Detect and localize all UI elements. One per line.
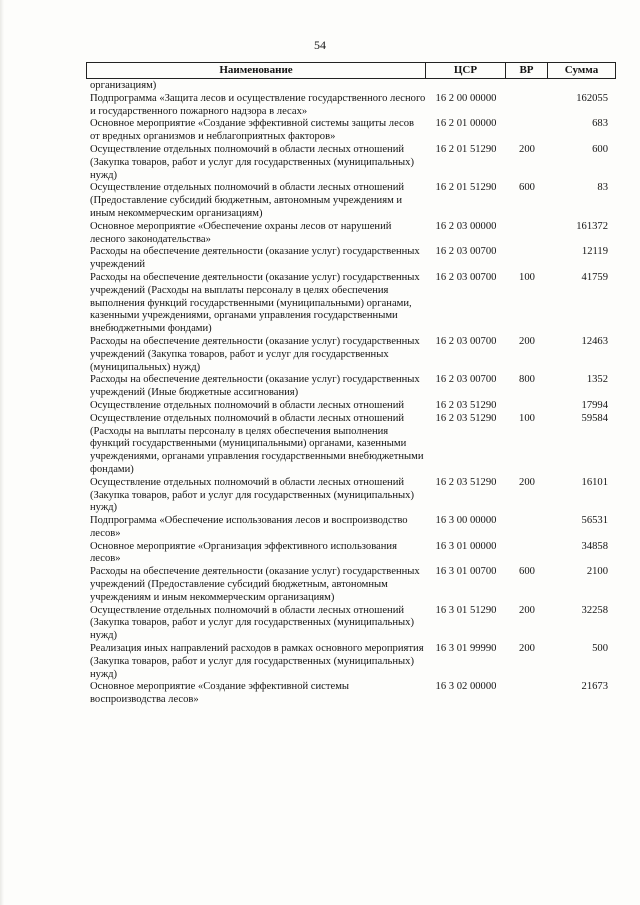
row-csr-cell: 16 2 03 00700 <box>435 335 497 347</box>
row-csr-cell: 16 3 00 00000 <box>435 515 497 527</box>
row-name-cell: Расходы на обеспечение деятельности (оказание услуг) государственных учреждений (Предоставление субсидий бюджетным, автономным учреждениям и иным некоммерческим организациям) <box>90 566 420 603</box>
row-csr-cell <box>426 80 506 93</box>
row-sum-cell: 34858 <box>581 540 608 552</box>
row-vr-cell: 200 <box>519 476 535 488</box>
table-row <box>86 80 616 93</box>
row-vr-cell: 600 <box>519 182 535 194</box>
row-name-cell: Подпрограмма «Защита лесов и осуществление государственного лесного и государственного пожарного надзора в лесах» <box>90 92 426 117</box>
row-vr-cell: 600 <box>519 566 535 578</box>
row-vr-cell <box>506 118 548 144</box>
row-sum-cell: 600 <box>592 143 608 155</box>
table-row <box>86 144 616 182</box>
row-csr-cell: 16 3 01 99990 <box>435 643 497 655</box>
row-sum-cell: 1352 <box>586 374 608 386</box>
row-csr-cell: 16 3 02 00000 <box>435 681 497 693</box>
row-name-cell: Осуществление отдельных полномочий в области лесных отношений (Закупка товаров, работ и услуг для государственных (муниципальных) нужд) <box>90 143 414 181</box>
row-csr-cell: 16 2 01 51290 <box>435 182 497 194</box>
row-name-cell: Основное мероприятие «Создание эффективной системы воспроизводства лесов» <box>90 681 350 706</box>
row-name-cell: Осуществление отдельных полномочий в области лесных отношений (Закупка товаров, работ и услуг для государственных (муниципальных) нужд) <box>90 476 414 514</box>
header-name: Наименование <box>86 63 426 78</box>
row-sum-cell: 56531 <box>581 515 608 527</box>
row-csr-cell: 16 2 03 00000 <box>435 220 497 232</box>
row-sum-cell: 41759 <box>581 271 608 283</box>
row-vr-cell <box>506 400 548 413</box>
table-row <box>86 400 616 413</box>
row-name-cell: Осуществление отдельных полномочий в области лесных отношений (Предоставление субсидий бюджетным, автономным учреждениям и иным некоммерческим организациям) <box>90 182 405 219</box>
row-csr-cell: 16 2 03 00700 <box>435 246 497 258</box>
row-sum-cell: 2100 <box>586 566 608 578</box>
row-sum-cell: 21673 <box>581 681 608 693</box>
row-vr-cell <box>506 221 548 247</box>
row-sum-cell: 59584 <box>581 412 608 424</box>
table-row <box>86 246 616 272</box>
row-name-cell: Основное мероприятие «Создание эффективной системы защиты лесов от вредных организмов и неблагоприятных факторов» <box>90 118 415 143</box>
row-vr-cell <box>506 541 548 567</box>
row-csr-cell: 16 2 03 51290 <box>435 476 497 488</box>
row-vr-cell: 200 <box>519 604 535 616</box>
row-name-cell: Осуществление отдельных полномочий в области лесных отношений <box>90 399 405 411</box>
row-vr-cell <box>506 515 548 541</box>
row-vr-cell: 100 <box>519 271 535 283</box>
row-name-cell: Основное мероприятие «Обеспечение охраны лесов от нарушений лесного законодательства» <box>90 220 392 245</box>
page-number: 54 <box>314 38 326 52</box>
row-sum-cell: 500 <box>592 643 608 655</box>
row-vr-cell <box>506 681 548 707</box>
row-name-cell: Осуществление отдельных полномочий в области лесных отношений (Расходы на выплаты персоналу в целях обеспечения выполнения функций государственными (муниципальными) органами, казенными учреждениями, органами управления государственными внебюджетными фондами) <box>90 412 424 475</box>
row-sum-cell: 12463 <box>581 335 608 347</box>
row-vr-cell <box>506 80 548 93</box>
row-vr-cell: 200 <box>519 643 535 655</box>
table-row <box>86 413 616 477</box>
row-csr-cell: 16 2 00 00000 <box>435 92 497 104</box>
table-row <box>86 118 616 144</box>
table-row <box>86 477 616 515</box>
row-sum-cell: 16101 <box>581 476 608 488</box>
row-sum-cell: 32258 <box>581 604 608 616</box>
table-row <box>86 182 616 220</box>
table-row <box>86 93 616 119</box>
row-csr-cell: 16 2 03 51290 <box>435 399 497 411</box>
row-sum-cell: 12119 <box>581 246 608 258</box>
row-name-cell: Подпрограмма «Обеспечение использования лесов и воспроизводство лесов» <box>90 515 408 539</box>
row-csr-cell: 16 3 01 51290 <box>435 604 497 616</box>
table-row <box>86 566 616 604</box>
row-vr-cell: 800 <box>519 374 535 386</box>
row-name-cell: Основное мероприятие «Организация эффективного использования лесов» <box>90 540 397 565</box>
table-row <box>86 541 616 567</box>
row-csr-cell: 16 2 01 00000 <box>435 118 497 130</box>
row-name-cell: Реализация иных направлений расходов в рамках основного мероприятия (Закупка товаров, работ и услуг для государственных (муниципальных) нужд) <box>90 643 424 680</box>
row-csr-cell: 16 2 03 00700 <box>435 271 497 283</box>
row-csr-cell: 16 2 03 51290 <box>435 412 497 424</box>
table-header <box>86 62 616 79</box>
row-name-cell: Расходы на обеспечение деятельности (оказание услуг) государственных учреждений <box>90 246 420 271</box>
table-row <box>86 643 616 681</box>
row-vr-cell: 200 <box>519 143 535 155</box>
table-row <box>86 681 616 707</box>
row-csr-cell: 16 3 01 00700 <box>435 566 497 578</box>
header-sum: Сумма <box>548 63 616 78</box>
row-name-cell: Осуществление отдельных полномочий в области лесных отношений (Закупка товаров, работ и услуг для государственных (муниципальных) нужд) <box>90 604 414 642</box>
row-csr-cell: 16 3 01 00000 <box>435 540 497 552</box>
row-sum-cell: 17994 <box>581 399 608 411</box>
scan-edge <box>0 0 4 905</box>
table-row <box>86 336 616 374</box>
row-csr-cell: 16 2 03 00700 <box>435 374 497 386</box>
table-row <box>86 272 616 336</box>
row-sum-cell: 162055 <box>576 92 608 104</box>
row-name-cell: организациям) <box>90 80 157 91</box>
row-sum-cell: 683 <box>592 118 608 130</box>
row-vr-cell: 200 <box>519 335 535 347</box>
table-body <box>86 80 616 707</box>
table-row <box>86 605 616 643</box>
row-vr-cell <box>506 93 548 119</box>
header-vr: ВР <box>506 63 548 78</box>
row-vr-cell: 100 <box>519 412 535 424</box>
row-csr-cell: 16 2 01 51290 <box>435 143 497 155</box>
row-sum-cell: 161372 <box>576 220 608 232</box>
row-sum-cell: 83 <box>597 182 608 194</box>
row-name-cell: Расходы на обеспечение деятельности (оказание услуг) государственных учреждений (Иные бюджетные ассигнования) <box>90 374 420 399</box>
table-row <box>86 221 616 247</box>
table-row <box>86 515 616 541</box>
row-sum-cell <box>548 80 616 93</box>
row-name-cell: Расходы на обеспечение деятельности (оказание услуг) государственных учреждений (Закупка товаров, работ и услуг для государственных (муниципальных) нужд) <box>90 335 420 373</box>
row-name-cell: Расходы на обеспечение деятельности (оказание услуг) государственных учреждений (Расходы на выплаты персоналу в целях обеспечения выполнения функций государственными (муниципальными) органами, казенными учреждениями, органами управления государственными внебюджетными фондами) <box>90 271 420 335</box>
row-vr-cell <box>506 246 548 272</box>
header-csr: ЦСР <box>426 63 506 78</box>
table-row <box>86 374 616 400</box>
budget-table <box>86 62 616 707</box>
